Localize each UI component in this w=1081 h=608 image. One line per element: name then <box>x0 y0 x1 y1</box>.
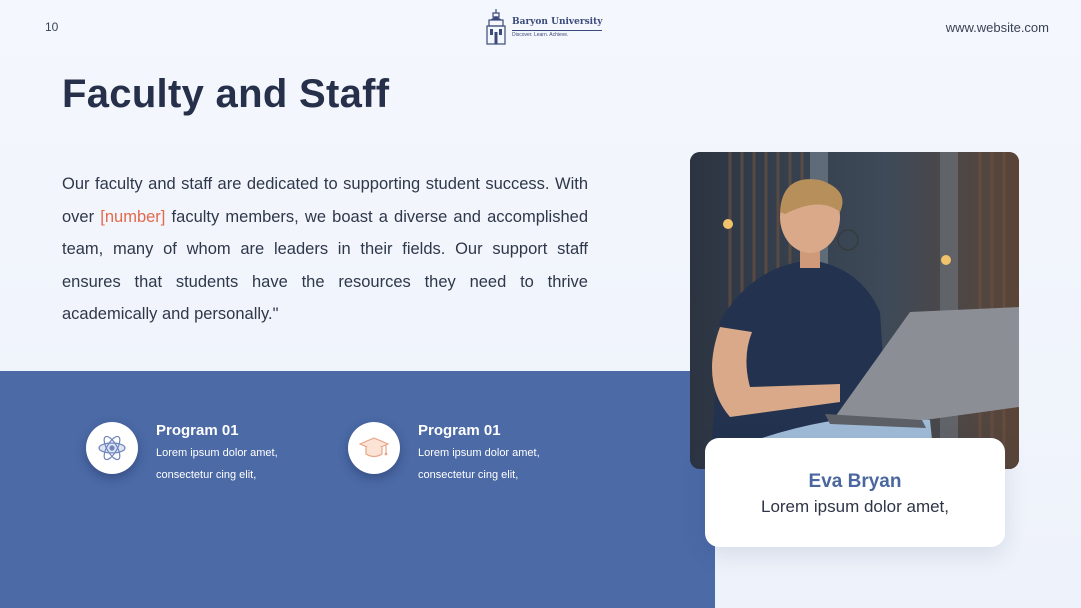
program-title: Program 01 <box>418 422 501 439</box>
graduation-cap-icon <box>357 434 391 462</box>
page-number: 10 <box>45 20 59 34</box>
profile-card <box>705 438 1005 547</box>
program-icon-circle <box>86 422 138 474</box>
profile-name: Eva Bryan <box>808 471 902 492</box>
profile-photo <box>690 152 1019 469</box>
page-title: Faculty and Staff <box>62 72 390 116</box>
program-item-1 <box>86 422 306 486</box>
body-text-part2: faculty members, we boast a diverse and accomplished team, many of whom are leaders in their fields. Our support staff ensures that students have the resources they need to thrive academically and personally." <box>62 207 588 323</box>
blue-panel <box>0 371 715 608</box>
website-link[interactable]: www.website.com <box>945 20 1049 35</box>
body-paragraph <box>62 168 588 331</box>
logo-tagline: Discover. Learn. Achieve. <box>512 30 602 38</box>
body-text-part1: Our faculty and staff are dedicated to supporting student success. With over <box>62 175 588 226</box>
logo-name: Baryon University <box>512 16 603 27</box>
program-description: Lorem ipsum dolor amet, consectetur cing elit, <box>156 447 278 481</box>
program-icon-circle <box>348 422 400 474</box>
university-logo <box>485 8 602 46</box>
program-item-2 <box>348 422 568 486</box>
program-title: Program 01 <box>156 422 239 439</box>
program-description: Lorem ipsum dolor amet, consectetur cing elit, <box>418 447 540 481</box>
university-building-icon <box>485 8 507 46</box>
number-placeholder: [number] <box>100 207 166 226</box>
profile-role: Lorem ipsum dolor amet, <box>760 497 950 516</box>
atom-icon <box>96 432 128 464</box>
